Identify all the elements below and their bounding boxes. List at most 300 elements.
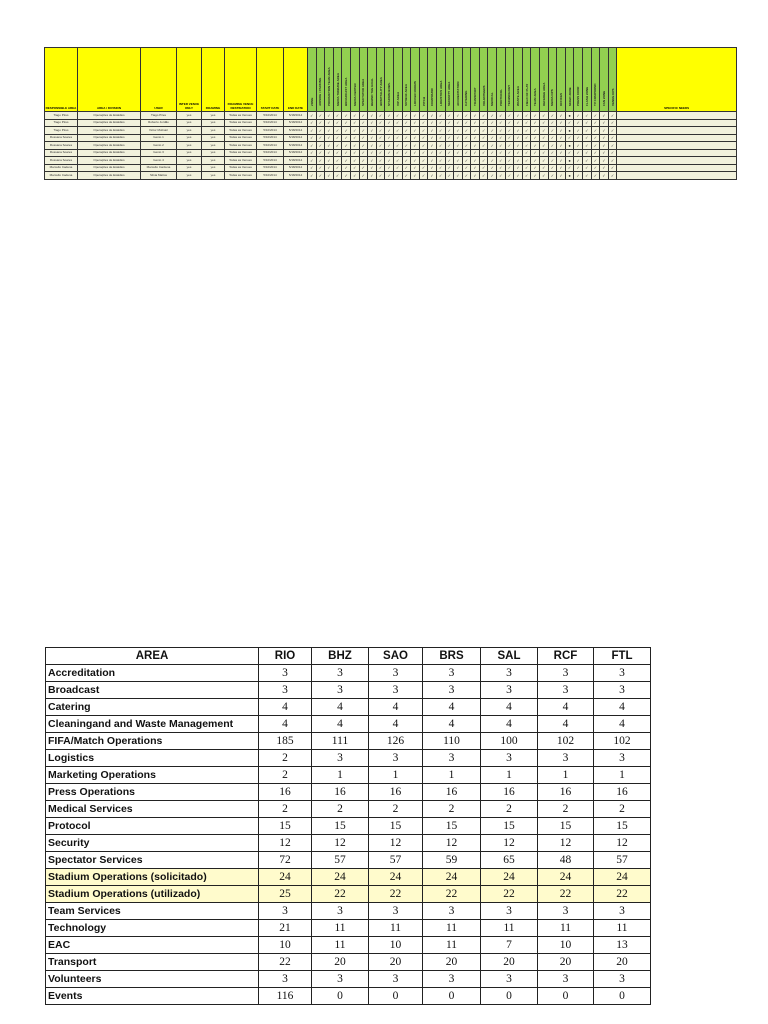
sheet-cell: Operações de Estádios [78,164,141,172]
column-header-area: AREA [46,648,259,665]
area-value: 110 [423,733,481,750]
area-value: 20 [481,954,538,971]
check-mark: ✓ [385,142,394,150]
area-name: Technology [46,920,259,937]
area-value: 1 [312,767,369,784]
area-name: Medical Services [46,801,259,818]
zone-header [342,48,351,112]
roaming-request-sheet [44,47,737,178]
zone-header [368,48,377,112]
check-mark: ✓ [316,142,325,150]
check-mark: ✓ [488,149,497,157]
area-name: EAC [46,937,259,954]
sheet-cell: Rossana Soares [45,134,78,142]
check-mark: ✓ [445,157,454,165]
check-mark: ✓ [608,112,617,120]
area-row [46,937,651,954]
sheet-cell: yes [177,134,202,142]
area-value: 3 [369,971,423,988]
area-value: 11 [312,920,369,937]
check-mark: ✓ [505,142,514,150]
area-row [46,818,651,835]
sheet-cell: 5/10/2014 [257,172,284,180]
column-header-rio: RIO [259,648,312,665]
check-mark: ✓ [531,172,540,180]
area-name: Transport [46,954,259,971]
check-mark: ✓ [359,142,368,150]
sheet-row [45,119,737,127]
area-value: 3 [312,971,369,988]
sheet-cell: yes [177,127,202,135]
area-name: Logistics [46,750,259,767]
area-row [46,716,651,733]
check-mark: ✓ [600,127,609,135]
check-mark: ✓ [350,112,359,120]
check-mark: ✓ [608,119,617,127]
check-mark: ✓ [402,157,411,165]
check-mark: ✓ [565,119,574,127]
check-mark: ✓ [600,134,609,142]
check-mark: ✓ [574,119,583,127]
check-mark: ✓ [308,149,317,157]
area-value: 3 [423,665,481,682]
area-value: 3 [312,665,369,682]
check-mark: ✓ [316,149,325,157]
area-value: 4 [594,699,651,716]
check-mark: ✓ [505,149,514,157]
check-mark: ✓ [479,157,488,165]
area-value: 65 [481,852,538,869]
check-mark: ✓ [333,112,342,120]
area-row [46,988,651,1005]
area-name: Team Services [46,903,259,920]
area-value: 12 [594,835,651,852]
check-mark: ✓ [436,127,445,135]
sheet-cell: yes [202,134,225,142]
check-mark: ✓ [479,164,488,172]
specific-needs-cell [617,134,737,142]
zone-header [376,48,385,112]
check-mark: ✓ [514,112,523,120]
check-mark: ✓ [419,172,428,180]
check-mark: ✓ [402,119,411,127]
check-mark: ✓ [454,157,463,165]
column-header-brs: BRS [423,648,481,665]
check-mark: ✓ [522,164,531,172]
area-value: 16 [259,784,312,801]
area-name: Press Operations [46,784,259,801]
column-header-bhz: BHZ [312,648,369,665]
check-mark: ✓ [368,134,377,142]
area-value: 4 [594,716,651,733]
zone-header [359,48,368,112]
specific-needs-header: SPECIFIC NEEDS [617,48,737,112]
check-mark: ✓ [385,149,394,157]
check-mark: ✓ [393,134,402,142]
check-mark: ✓ [385,134,394,142]
area-value: 3 [594,665,651,682]
area-value: 16 [312,784,369,801]
check-mark: ✓ [402,164,411,172]
area-row [46,682,651,699]
area-value: 3 [481,971,538,988]
specific-needs-cell [617,127,737,135]
check-mark: ✓ [368,112,377,120]
check-mark: ✓ [316,172,325,180]
area-row [46,852,651,869]
check-mark: ✓ [462,149,471,157]
area-value: 3 [259,903,312,920]
area-value: 16 [369,784,423,801]
zone-header [600,48,609,112]
area-value: 12 [369,835,423,852]
sheet-cell: 5/10/2014 [257,127,284,135]
dot-mark: ● [565,127,574,135]
zone-header-label: MEDIA CENTER [352,83,357,106]
area-value: 0 [538,988,594,1005]
check-mark: ✓ [462,164,471,172]
check-mark: ✓ [445,142,454,150]
sheet-row [45,157,737,165]
check-mark: ✓ [385,127,394,135]
check-mark: ✓ [497,157,506,165]
area-value: 57 [312,852,369,869]
area-value: 72 [259,852,312,869]
check-mark: ✓ [411,142,420,150]
area-row [46,886,651,903]
check-mark: ✓ [350,119,359,127]
area-value: 3 [423,971,481,988]
check-mark: ✓ [497,134,506,142]
area-value: 126 [369,733,423,750]
area-headcount-table [45,647,651,1005]
area-value: 3 [259,665,312,682]
sheet-header-4: ROAMING [202,48,225,112]
zone-header [548,48,557,112]
area-value: 11 [369,920,423,937]
check-mark: ✓ [600,142,609,150]
check-mark: ✓ [574,172,583,180]
zone-header [557,48,566,112]
check-mark: ✓ [600,119,609,127]
area-value: 24 [423,869,481,886]
zone-header [350,48,359,112]
area-row [46,733,651,750]
check-mark: ✓ [359,112,368,120]
check-mark: ✓ [445,119,454,127]
sheet-cell: Genio 3 [141,149,177,157]
sheet-cell: Roberto Jordão [141,119,177,127]
area-value: 22 [481,886,538,903]
sheet-cell: yes [202,112,225,120]
area-value: 10 [538,937,594,954]
check-mark: ✓ [316,157,325,165]
check-mark: ✓ [514,172,523,180]
sheet-cell: Operações de Estádios [78,142,141,150]
sheet-cell: 5/10/2014 [257,119,284,127]
area-value: 16 [538,784,594,801]
check-mark: ✓ [522,172,531,180]
check-mark: ✓ [419,164,428,172]
area-value: 24 [538,869,594,886]
check-mark: ✓ [608,142,617,150]
area-row [46,903,651,920]
check-mark: ✓ [393,157,402,165]
sheet-cell: 5/10/2014 [257,134,284,142]
check-mark: ✓ [471,172,480,180]
area-value: 2 [259,801,312,818]
check-mark: ✓ [471,119,480,127]
check-mark: ✓ [531,149,540,157]
sheet-cell: Genio 1 [141,134,177,142]
specific-needs-cell [617,142,737,150]
check-mark: ✓ [411,112,420,120]
check-mark: ✓ [419,149,428,157]
check-mark: ✓ [583,172,592,180]
check-mark: ✓ [325,119,334,127]
sheet-cell: Rossana Soares [45,142,78,150]
sheet-row [45,142,737,150]
check-mark: ✓ [497,127,506,135]
check-mark: ✓ [608,127,617,135]
sheet-cell: Operações de Estádios [78,112,141,120]
check-mark: ✓ [428,127,437,135]
check-mark: ✓ [600,164,609,172]
area-value: 48 [538,852,594,869]
check-mark: ✓ [325,157,334,165]
area-value: 11 [481,920,538,937]
sheet-cell: Victor Molinari [141,127,177,135]
zone-header [316,48,325,112]
check-mark: ✓ [557,157,566,165]
area-value: 3 [259,971,312,988]
check-mark: ✓ [385,112,394,120]
check-mark: ✓ [342,142,351,150]
area-value: 4 [423,699,481,716]
area-value: 3 [423,682,481,699]
check-mark: ✓ [522,127,531,135]
check-mark: ✓ [591,127,600,135]
zone-header [574,48,583,112]
area-value: 0 [312,988,369,1005]
check-mark: ✓ [488,134,497,142]
zone-header [583,48,592,112]
check-mark: ✓ [583,149,592,157]
check-mark: ✓ [308,164,317,172]
area-value: 3 [538,665,594,682]
check-mark: ✓ [471,127,480,135]
check-mark: ✓ [514,164,523,172]
zone-header [471,48,480,112]
check-mark: ✓ [385,157,394,165]
check-mark: ✓ [540,134,549,142]
check-mark: ✓ [591,164,600,172]
sheet-cell: Marcello Cadena [45,172,78,180]
zone-header [411,48,420,112]
sheet-cell: Tiago Pires [45,127,78,135]
check-mark: ✓ [479,149,488,157]
zone-header [540,48,549,112]
check-mark: ✓ [359,157,368,165]
sheet-header-1: AREA / DIVISION [78,48,141,112]
specific-needs-cell [617,172,737,180]
sheet-cell: Todas as Venues [225,112,257,120]
area-name: Catering [46,699,259,716]
check-mark: ✓ [565,149,574,157]
zone-header [393,48,402,112]
check-mark: ✓ [385,119,394,127]
check-mark: ✓ [548,119,557,127]
area-row [46,954,651,971]
check-mark: ✓ [531,142,540,150]
sheet-cell: 5/10/2014 [257,112,284,120]
zone-header [325,48,334,112]
sheet-cell: Genio 2 [141,142,177,150]
area-value: 3 [312,903,369,920]
area-value: 0 [423,988,481,1005]
area-value: 4 [369,699,423,716]
dot-mark: ● [565,142,574,150]
zone-header-label: TRANSPORT [473,87,478,106]
area-value: 2 [481,801,538,818]
check-mark: ✓ [548,127,557,135]
check-mark: ✓ [608,172,617,180]
sheet-row [45,134,737,142]
zone-header-label: SKYBOX AREA [404,84,409,106]
check-mark: ✓ [454,112,463,120]
area-value: 3 [481,665,538,682]
check-mark: ✓ [462,134,471,142]
check-mark: ✓ [540,142,549,150]
check-mark: ✓ [454,127,463,135]
check-mark: ✓ [411,119,420,127]
check-mark: ✓ [583,134,592,142]
check-mark: ✓ [505,172,514,180]
check-mark: ✓ [402,142,411,150]
check-mark: ✓ [557,112,566,120]
sheet-cell: Operações de Estádios [78,119,141,127]
area-name: Spectator Services [46,852,259,869]
check-mark: ✓ [497,119,506,127]
area-value: 0 [369,988,423,1005]
check-mark: ✓ [505,134,514,142]
check-mark: ✓ [514,119,523,127]
check-mark: ✓ [445,164,454,172]
zone-header-label: PRODUCTION TEAM AREA [326,67,331,106]
check-mark: ✓ [497,149,506,157]
check-mark: ✓ [308,157,317,165]
area-value: 20 [312,954,369,971]
check-mark: ✓ [325,134,334,142]
sheet-cell: 5/10/2014 [257,149,284,157]
area-value: 16 [423,784,481,801]
check-mark: ✓ [454,142,463,150]
check-mark: ✓ [531,164,540,172]
check-mark: ✓ [325,149,334,157]
area-value: 12 [259,835,312,852]
sheet-cell: Todas as Venues [225,127,257,135]
area-value: 2 [312,801,369,818]
check-mark: ✓ [540,112,549,120]
zone-header-label: VENUE OPS [610,88,615,106]
check-mark: ✓ [342,172,351,180]
specific-needs-cell [617,157,737,165]
zone-header [428,48,437,112]
check-mark: ✓ [591,142,600,150]
check-mark: ✓ [548,164,557,172]
check-mark: ✓ [342,134,351,142]
check-mark: ✓ [548,134,557,142]
check-mark: ✓ [479,127,488,135]
zone-header [402,48,411,112]
zone-header-label: ZONE [309,97,314,106]
area-row [46,920,651,937]
check-mark: ✓ [411,127,420,135]
zone-header [591,48,600,112]
check-mark: ✓ [583,157,592,165]
sheet-cell: Operações de Estádios [78,134,141,142]
check-mark: ✓ [557,172,566,180]
sheet-cell: Silvia Mattos [141,172,177,180]
zone-header-label: MEDIA TRIBUNE AREA [335,73,340,106]
check-mark: ✓ [591,157,600,165]
area-value: 3 [259,682,312,699]
zone-header-label: MIXED ZONE [567,87,572,106]
area-value: 20 [538,954,594,971]
check-mark: ✓ [316,119,325,127]
zone-header-label: TECHNOLOGY [507,84,512,106]
area-value: 2 [259,767,312,784]
zone-header [565,48,574,112]
check-mark: ✓ [376,112,385,120]
area-row [46,869,651,886]
zone-header [385,48,394,112]
check-mark: ✓ [411,164,420,172]
sheet-row [45,112,737,120]
check-mark: ✓ [308,172,317,180]
check-mark: ✓ [583,119,592,127]
area-value: 4 [538,716,594,733]
check-mark: ✓ [514,142,523,150]
area-value: 15 [481,818,538,835]
check-mark: ✓ [368,157,377,165]
area-value: 1 [423,767,481,784]
check-mark: ✓ [333,157,342,165]
area-value: 11 [538,920,594,937]
area-value: 13 [594,937,651,954]
check-mark: ✓ [540,127,549,135]
check-mark: ✓ [402,127,411,135]
area-value: 3 [423,750,481,767]
sheet-cell: yes [202,157,225,165]
sheet-cell: Todas as Venues [225,157,257,165]
column-header-sal: SAL [481,648,538,665]
sheet-cell: yes [177,112,202,120]
check-mark: ✓ [308,127,317,135]
check-mark: ✓ [445,127,454,135]
check-mark: ✓ [531,112,540,120]
check-mark: ✓ [393,112,402,120]
area-value: 12 [423,835,481,852]
zone-header-label: FAN ZONE [601,90,606,106]
area-name: Accreditation [46,665,259,682]
check-mark: ✓ [488,142,497,150]
area-value: 22 [259,954,312,971]
area-value: 3 [369,665,423,682]
area-value: 3 [538,750,594,767]
zone-header [333,48,342,112]
check-mark: ✓ [574,112,583,120]
